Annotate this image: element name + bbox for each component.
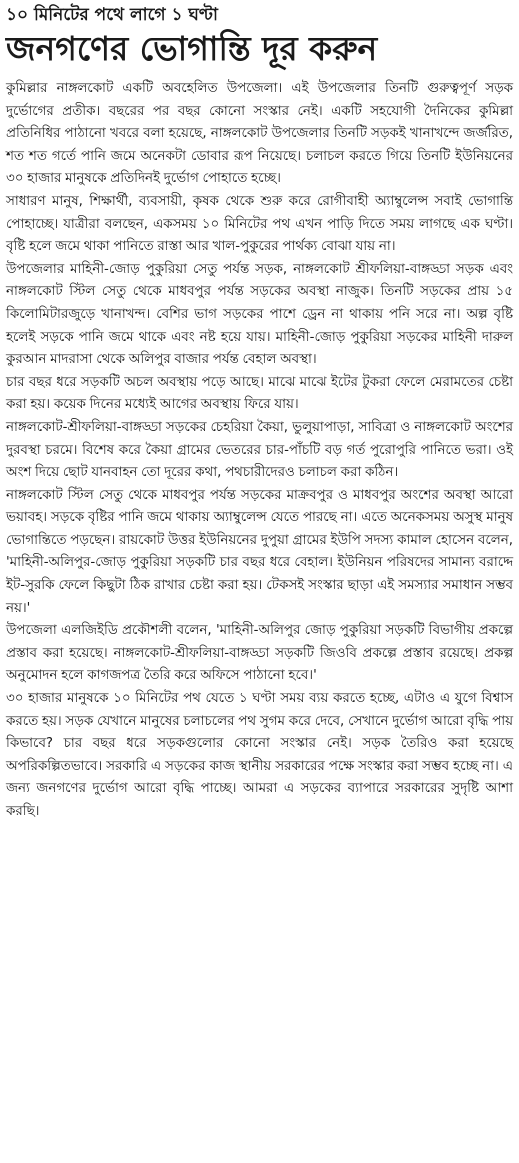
article-paragraph: সাধারণ মানুষ, শিক্ষার্থী, ব্যবসায়ী, কৃষক থেকে শুরু করে রোগীবাহী অ্যাম্বুলেন্স সবাই ভোগান্তি পোহাচ্ছে। যাত্রীরা বলছেন, একসময় ১০ মিনিটের পথ এখন পাড়ি দিতে সময় লাগছে এক ঘণ্টা। বৃষ্টি হলে জমে থাকা পানিতে রাস্তা আর খাল-পুকুরের পার্থক্য বোঝা যায় না। <box>6 193 513 255</box>
article-headline: জনগণের ভোগান্তি দূর করুন <box>6 29 378 68</box>
article-paragraph: উপজেলার মাহিনী-জোড় পুকুরিয়া সেতু পর্যন্ত সড়ক, নাঙ্গলকোট শ্রীফলিয়া-বাঙ্গড্ডা সড়ক এবং নাঙ্গলকোট স্টিল সেতু থেকে মাধবপুর পর্যন্ত সড়কের অবস্থা নাজুক। তিনটি সড়কের প্রায় ১৫ কিলোমিটারজুড়ে খানাখন্দ। বেশির ভাগ সড়কের পাশে ড্রেন না থাকায় পনি সরে না। অল্প বৃষ্টি হলেই সড়কে পানি জমে থাকে এবং নষ্ট হয়ে যায়। মাহিনী-জোড় পুকুরিয়া সড়কের মাহিনী দারুল কুরআন মাদরাসা থেকে অলিপুর বাজার পর্যন্ত বেহাল অবস্থা। <box>6 261 513 368</box>
article-paragraph: ৩০ হাজার মানুষকে ১০ মিনিটের পথ যেতে ১ ঘণ্টা সময় ব্যয় করতে হচ্ছে, এটাও এ যুগে বিশ্বাস করতে হয়। সড়ক যেখানে মানুষের চলাচলের পথ সুগম করে দেবে, সেখানে দুর্ভোগ আরো বৃদ্ধি পায় কিভাবে? চার বছর ধরে সড়কগুলোর কোনো সংস্কার নেই। সড়ক তৈরিও করা হয়েছে অপরিকল্পিতভাবে। সরকারি এ সড়কের কাজ স্থানীয় সরকারের পক্ষে সংস্কার করা সম্ভব হচ্ছে না। এ জন্য জনগণের দুর্ভোগ আরো বৃদ্ধি পাচ্ছে। আমরা এ সড়কের ব্যাপারে সরকারের সুদৃষ্টি আশা করছি। <box>6 691 513 819</box>
article-paragraph: কুমিল্লার নাঙ্গলকোট একটি অবহেলিত উপজেলা। এই উপজেলার তিনটি গুরুত্বপূর্ণ সড়ক দুর্ভোগের প্রতীক। বছরের পর বছর কোনো সংস্কার নেই। একটি সহযোগী দৈনিকের কুমিল্লা প্রতিনিধির পাঠানো খবরে বলা হয়েছে, নাঙ্গলকোট উপজেলার তিনটি সড়কই খানাখন্দে জর্জরিত, শত শত গর্তে পানি জমে অনেকটা ডোবার রূপ নিয়েছে। চলাচল করতে গিয়ে তিনটি ইউনিয়নের ৩০ হাজার মানুষকে প্রতিদিনই দুর্ভোগ পোহাতে হচ্ছে। <box>6 81 513 187</box>
article-paragraph: উপজেলা এলজিইডি প্রকৌশলী বলেন, 'মাহিনী-অলিপুর জোড় পুকুরিয়া সড়কটি বিভাগীয় প্রকল্পে প্রস্তাব করা হয়েছে। নাঙ্গলকোট-শ্রীফলিয়া-বাঙ্গড্ডা সড়কটি জিওবি প্রকল্পে প্রস্তাব রয়েছে। প্রকল্প অনুমোদন হলে কাগজপত্র তৈরি করে অফিসে পাঠানো হবে।' <box>6 623 513 684</box>
article-paragraph: চার বছর ধরে সড়কটি অচল অবস্থায় পড়ে আছে। মাঝে মাঝে ইটের টুকরা ফেলে মেরামতের চেষ্টা করা হয়। কয়েক দিনের মধ্যেই আগের অবস্থায় ফিরে যায়। <box>6 374 513 413</box>
article-paragraph: নাঙ্গলকোট স্টিল সেতু থেকে মাধবপুর পর্যন্ত সড়কের মাক্রবপুর ও মাধবপুর অংশের অবস্থা আরো ভয়াবহ। সড়কে বৃষ্টির পানি জমে থাকায় অ্যাম্বুলেন্স যেতে পারছে না। এতে অনেকসময় অসুস্থ মানুষ ভোগান্তিতে পড়ছেন। রায়কোট উত্তর ইউনিয়নের দুপুয়া গ্রামের ইউপি সদস্য কামাল হোসেন বলেন, 'মাহিনী-অলিপুর-জোড় পুকুরিয়া সড়কটি চার বছর ধরে বেহাল। ইউনিয়ন পরিষদের সামান্য বরাদ্দে ইট-সুরকি ফেলে কিছুটা ঠিক রাখার চেষ্টা করা হয়। টেকসই সংস্কার ছাড়া এই সমস্যার সমাধান সম্ভব নয়।' <box>6 487 513 616</box>
article-paragraph: নাঙ্গলকোট-শ্রীফলিয়া-বাঙ্গড্ডা সড়কের চেহরিয়া কৈয়া, ভুলুয়াপাড়া, সাবিত্রা ও নাঙ্গলকোট অংশের দুরবস্থা চরমে। বিশেষ করে কৈয়া গ্রামের ভেতরের চার-পাঁচটি বড় গর্ত পুরোপুরি পানিতে ভরা। ওই অংশ দিয়ে ছোট যানবাহন তো দূরের কথা, পথচারীদেরও চলাচল করা কঠিন। <box>6 419 513 481</box>
article-kicker: ১০ মিনিটের পথে লাগে ১ ঘণ্টা <box>6 5 218 25</box>
